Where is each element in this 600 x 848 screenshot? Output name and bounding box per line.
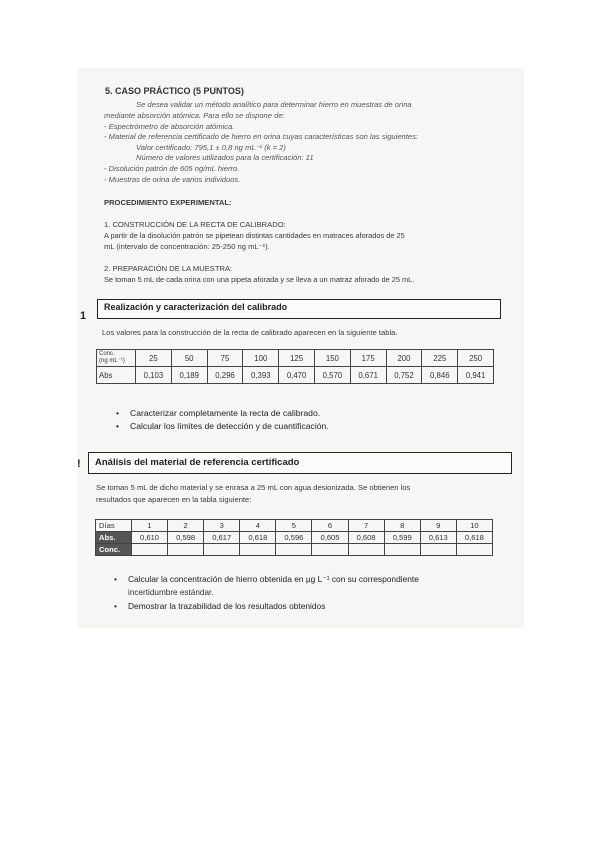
intro-item-3: - Disolución patrón de 605 ng/mL hierro. <box>104 164 240 173</box>
calibration-conc-cell: 25 <box>136 350 172 367</box>
rm-conc-header: Conc. <box>96 544 132 556</box>
reference-material-table <box>95 519 493 556</box>
calibration-table <box>96 349 494 384</box>
calibration-conc-cell: 225 <box>422 350 458 367</box>
rm-conc-cell <box>348 544 384 556</box>
calibration-abs-cell: 0,296 <box>207 367 243 384</box>
rm-abs-cell: 0,608 <box>348 532 384 544</box>
calibration-conc-row <box>97 350 494 367</box>
rm-day-cell: 9 <box>420 520 456 532</box>
section2-number: ! <box>77 458 81 470</box>
section1-bullet-1: • Caracterizar completamente la recta de calibrado. <box>116 408 320 418</box>
rm-conc-cell <box>168 544 204 556</box>
rm-abs-cell: 0,605 <box>312 532 348 544</box>
intro-item-2a: Valor certificado: 795,1 ± 0,8 ng mL⁻¹ (k = 2) <box>136 143 286 152</box>
rm-day-cell: 2 <box>168 520 204 532</box>
calibration-abs-row <box>97 367 494 384</box>
section2-bullet-2: • Demostrar la trazabilidad de los resultados obtenidos <box>114 601 325 611</box>
section2-intro-line-1: Se toman 5 mL de dicho material y se enrasa a 25 mL con agua desionizada. Se obtienen los <box>96 483 411 492</box>
rm-abs-cell: 0,618 <box>240 532 276 544</box>
rm-conc-cell <box>312 544 348 556</box>
calibration-conc-header: Conc. (ng mL⁻¹) <box>97 350 136 367</box>
rm-day-cell: 8 <box>384 520 420 532</box>
case-title: 5. CASO PRÁCTICO (5 PUNTOS) <box>105 86 244 96</box>
calibration-conc-cell: 150 <box>314 350 350 367</box>
calibration-conc-cell: 250 <box>458 350 494 367</box>
intro-item-2: - Material de referencia certificado de hierro en orina cuyas características son las siguientes: <box>104 132 419 141</box>
rm-day-cell: 10 <box>456 520 492 532</box>
calibration-abs-cell: 0,941 <box>458 367 494 384</box>
intro-line-1: Se desea validar un método analítico para determinar hierro en muestras de orina <box>136 100 412 109</box>
section1-bullet-2: • Calcular los límites de detección y de cuantificación. <box>116 421 329 431</box>
section1-banner <box>97 299 501 319</box>
section1-title: Realización y caracterización del calibrado <box>104 302 288 312</box>
section2-banner <box>88 452 512 474</box>
calibration-abs-cell: 0,470 <box>279 367 315 384</box>
rm-conc-cell <box>240 544 276 556</box>
intro-line-2: mediante absorción atómica. Para ello se dispone de: <box>104 111 285 120</box>
rm-abs-cell: 0,617 <box>204 532 240 544</box>
calibration-conc-cell: 175 <box>350 350 386 367</box>
rm-conc-cell <box>384 544 420 556</box>
calibration-abs-cell: 0,393 <box>243 367 279 384</box>
procedure-heading: PROCEDIMIENTO EXPERIMENTAL: <box>104 198 232 207</box>
step2-line-1: Se toman 5 mL de cada orina con una pipeta aforada y se lleva a un matraz aforado de 25 mL. <box>104 275 415 284</box>
calibration-abs-header: Abs <box>97 367 136 384</box>
calibration-conc-cell: 75 <box>207 350 243 367</box>
section2-intro-line-2: resultados que aparecen en la tabla siguiente: <box>96 495 252 504</box>
calibration-abs-cell: 0,189 <box>171 367 207 384</box>
rm-abs-cell: 0,613 <box>420 532 456 544</box>
rm-abs-cell: 0,598 <box>168 532 204 544</box>
calibration-conc-cell: 50 <box>171 350 207 367</box>
rm-days-header: Días <box>96 520 132 532</box>
intro-item-1: - Espectrómetro de absorción atómica. <box>104 122 235 131</box>
calibration-abs-cell: 0,570 <box>314 367 350 384</box>
step1-title: 1. CONSTRUCCIÓN DE LA RECTA DE CALIBRADO: <box>104 220 286 229</box>
section2-bullet-1: • Calcular la concentración de hierro obtenida en µg L⁻¹ con su correspondiente <box>114 574 419 584</box>
rm-days-row <box>96 520 493 532</box>
section1-intro: Los valores para la construcción de la recta de calibrado aparecen en la siguiente tabla. <box>102 328 398 337</box>
rm-abs-cell: 0,618 <box>456 532 492 544</box>
rm-abs-row <box>96 532 493 544</box>
rm-day-cell: 6 <box>312 520 348 532</box>
section1-number: 1 <box>80 310 87 322</box>
step2-title: 2. PREPARACIÓN DE LA MUESTRA: <box>104 264 233 273</box>
rm-day-cell: 1 <box>132 520 168 532</box>
rm-conc-cell <box>276 544 312 556</box>
rm-abs-cell: 0,610 <box>132 532 168 544</box>
section2-bullet-1-cont: incertidumbre estándar. <box>128 588 214 597</box>
calibration-abs-cell: 0,103 <box>136 367 172 384</box>
rm-day-cell: 5 <box>276 520 312 532</box>
rm-day-cell: 4 <box>240 520 276 532</box>
rm-day-cell: 3 <box>204 520 240 532</box>
calibration-abs-cell: 0,846 <box>422 367 458 384</box>
rm-conc-row <box>96 544 493 556</box>
rm-conc-cell <box>456 544 492 556</box>
rm-conc-cell <box>420 544 456 556</box>
step1-line-2: mL (intervalo de concentración: 25-250 ng mL⁻¹). <box>104 242 270 251</box>
rm-day-cell: 7 <box>348 520 384 532</box>
calibration-conc-cell: 100 <box>243 350 279 367</box>
intro-item-4: - Muestras de orina de varios individuos. <box>104 175 241 184</box>
step1-line-1: A partir de la disolución patrón se pipetean distintas cantidades en matraces aforados de 25 <box>104 231 405 240</box>
calibration-conc-cell: 125 <box>279 350 315 367</box>
intro-item-2b: Número de valores utilizados para la certificación: 11 <box>136 153 314 162</box>
rm-abs-cell: 0,599 <box>384 532 420 544</box>
section2-title: Análisis del material de referencia certificado <box>95 457 300 468</box>
calibration-abs-cell: 0,752 <box>386 367 422 384</box>
rm-conc-cell <box>132 544 168 556</box>
rm-abs-cell: 0,596 <box>276 532 312 544</box>
calibration-conc-cell: 200 <box>386 350 422 367</box>
rm-conc-cell <box>204 544 240 556</box>
rm-abs-header: Abs. <box>96 532 132 544</box>
calibration-abs-cell: 0,671 <box>350 367 386 384</box>
